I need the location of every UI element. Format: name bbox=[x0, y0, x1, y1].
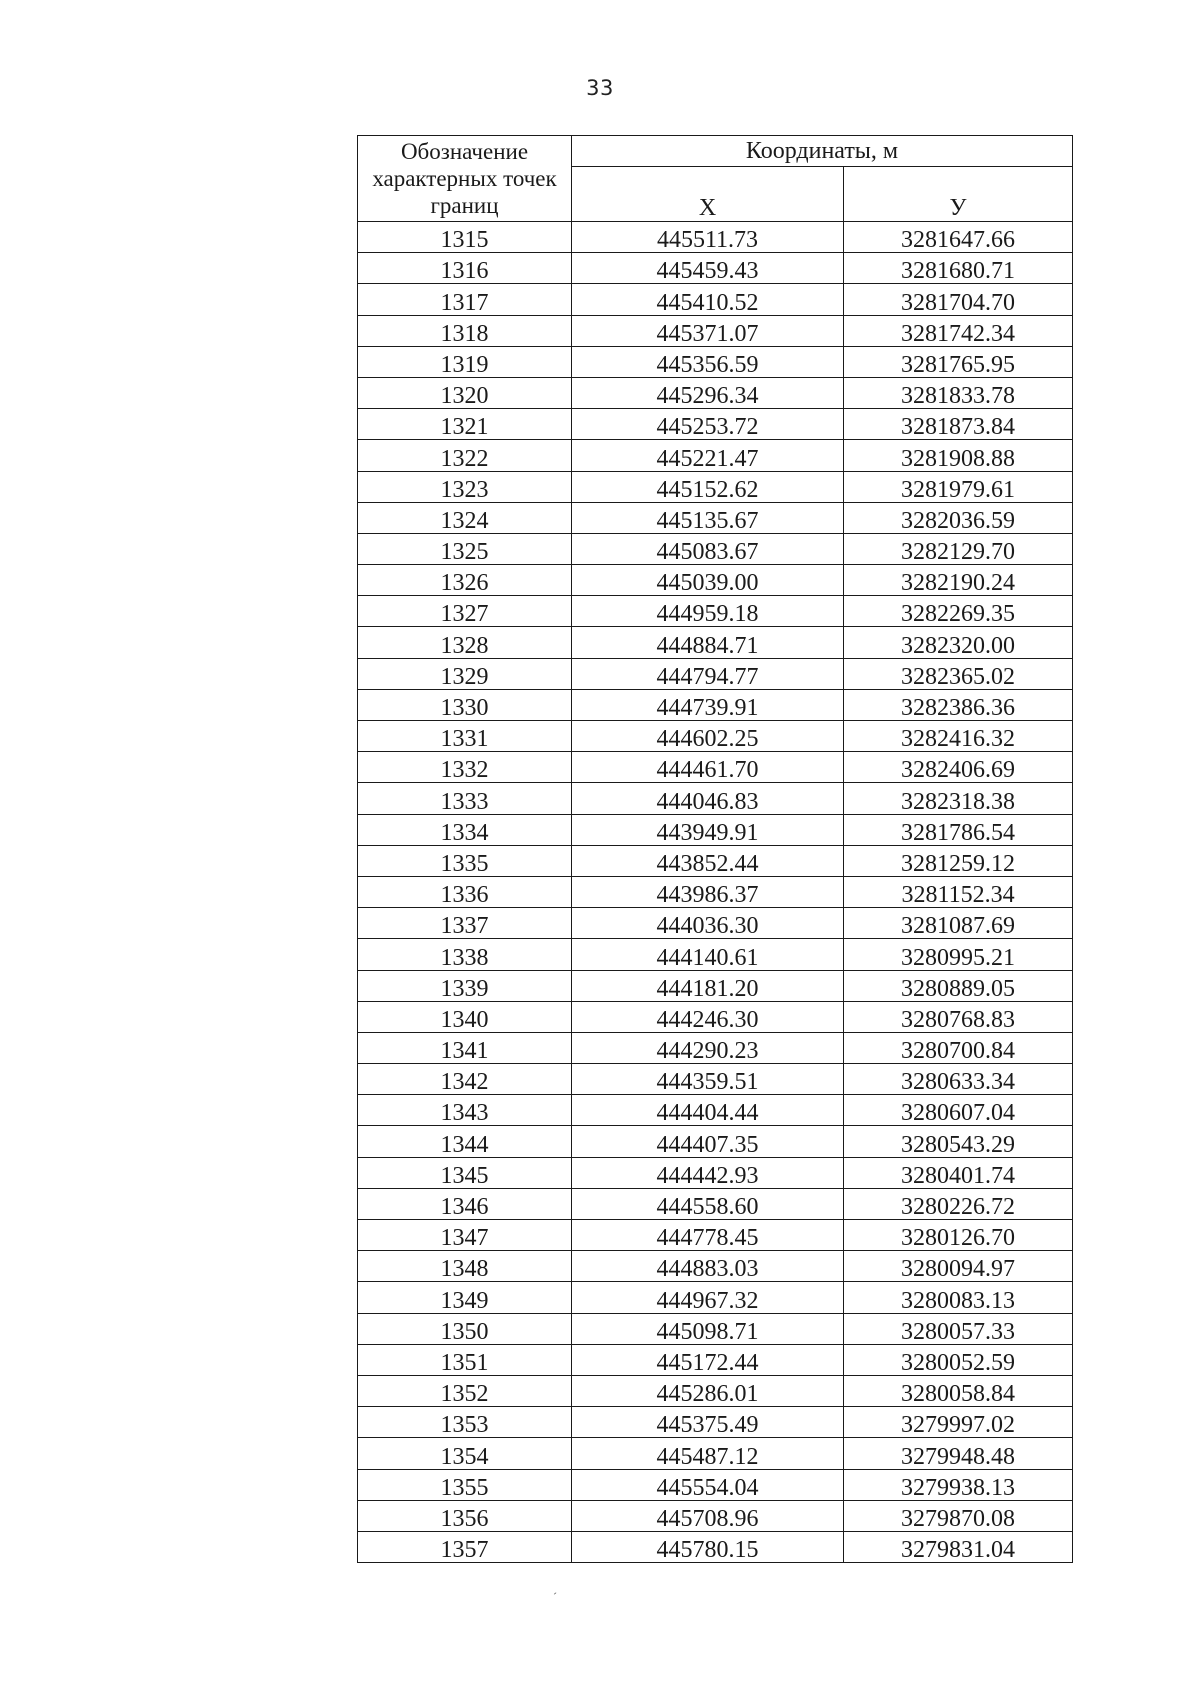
point-cell: 1332 bbox=[358, 752, 572, 783]
x-cell: 445459.43 bbox=[572, 253, 844, 284]
point-cell: 1324 bbox=[358, 502, 572, 533]
x-cell: 444036.30 bbox=[572, 908, 844, 939]
point-cell: 1348 bbox=[358, 1251, 572, 1282]
y-cell: 3279831.04 bbox=[844, 1531, 1073, 1562]
x-cell: 444407.35 bbox=[572, 1126, 844, 1157]
point-cell: 1341 bbox=[358, 1032, 572, 1063]
x-cell: 444739.91 bbox=[572, 689, 844, 720]
scan-speck: ˊ bbox=[553, 1590, 557, 1604]
y-cell: 3281833.78 bbox=[844, 377, 1073, 408]
point-cell: 1315 bbox=[358, 222, 572, 253]
x-cell: 444884.71 bbox=[572, 627, 844, 658]
y-cell: 3280058.84 bbox=[844, 1375, 1073, 1406]
coordinates-table bbox=[357, 135, 1073, 1563]
point-cell: 1326 bbox=[358, 565, 572, 596]
y-cell: 3281680.71 bbox=[844, 253, 1073, 284]
y-cell: 3279997.02 bbox=[844, 1407, 1073, 1438]
point-cell: 1346 bbox=[358, 1188, 572, 1219]
table-row bbox=[358, 814, 1073, 845]
y-cell: 3281873.84 bbox=[844, 409, 1073, 440]
x-cell: 445511.73 bbox=[572, 222, 844, 253]
table-row bbox=[358, 1095, 1073, 1126]
x-cell: 444778.45 bbox=[572, 1220, 844, 1251]
y-cell: 3282416.32 bbox=[844, 721, 1073, 752]
table-row bbox=[358, 1220, 1073, 1251]
y-cell: 3280094.97 bbox=[844, 1251, 1073, 1282]
point-cell: 1318 bbox=[358, 315, 572, 346]
table-header bbox=[358, 136, 1073, 222]
table-row bbox=[358, 1032, 1073, 1063]
point-cell: 1323 bbox=[358, 471, 572, 502]
x-cell: 443852.44 bbox=[572, 845, 844, 876]
y-cell: 3282318.38 bbox=[844, 783, 1073, 814]
x-cell: 445098.71 bbox=[572, 1313, 844, 1344]
point-cell: 1316 bbox=[358, 253, 572, 284]
y-cell: 3280700.84 bbox=[844, 1032, 1073, 1063]
point-cell: 1322 bbox=[358, 440, 572, 471]
x-cell: 444246.30 bbox=[572, 1001, 844, 1032]
table-row bbox=[358, 627, 1073, 658]
x-cell: 444602.25 bbox=[572, 721, 844, 752]
point-cell: 1345 bbox=[358, 1157, 572, 1188]
point-cell: 1321 bbox=[358, 409, 572, 440]
point-cell: 1343 bbox=[358, 1095, 572, 1126]
table-row bbox=[358, 471, 1073, 502]
table-row bbox=[358, 502, 1073, 533]
point-cell: 1334 bbox=[358, 814, 572, 845]
point-cell: 1353 bbox=[358, 1407, 572, 1438]
y-cell: 3280226.72 bbox=[844, 1188, 1073, 1219]
table-row bbox=[358, 222, 1073, 253]
x-cell: 445083.67 bbox=[572, 533, 844, 564]
y-cell: 3282190.24 bbox=[844, 565, 1073, 596]
y-cell: 3281908.88 bbox=[844, 440, 1073, 471]
x-cell: 445554.04 bbox=[572, 1469, 844, 1500]
x-cell: 444404.44 bbox=[572, 1095, 844, 1126]
point-cell: 1354 bbox=[358, 1438, 572, 1469]
y-cell: 3280768.83 bbox=[844, 1001, 1073, 1032]
header-point-designation: Обозначение характерных точек границ bbox=[358, 136, 572, 222]
table-row bbox=[358, 1344, 1073, 1375]
y-cell: 3280401.74 bbox=[844, 1157, 1073, 1188]
table-row bbox=[358, 908, 1073, 939]
x-cell: 443949.91 bbox=[572, 814, 844, 845]
table-row bbox=[358, 1375, 1073, 1406]
table-row bbox=[358, 346, 1073, 377]
point-cell: 1350 bbox=[358, 1313, 572, 1344]
y-cell: 3279948.48 bbox=[844, 1438, 1073, 1469]
table-row bbox=[358, 253, 1073, 284]
table-row bbox=[358, 440, 1073, 471]
point-cell: 1356 bbox=[358, 1500, 572, 1531]
y-cell: 3280543.29 bbox=[844, 1126, 1073, 1157]
x-cell: 445286.01 bbox=[572, 1375, 844, 1406]
point-cell: 1328 bbox=[358, 627, 572, 658]
y-cell: 3280889.05 bbox=[844, 970, 1073, 1001]
x-cell: 444140.61 bbox=[572, 939, 844, 970]
y-cell: 3281979.61 bbox=[844, 471, 1073, 502]
x-cell: 445487.12 bbox=[572, 1438, 844, 1469]
x-cell: 445296.34 bbox=[572, 377, 844, 408]
y-cell: 3280083.13 bbox=[844, 1282, 1073, 1313]
y-cell: 3279870.08 bbox=[844, 1500, 1073, 1531]
y-cell: 3281647.66 bbox=[844, 222, 1073, 253]
table-row bbox=[358, 1001, 1073, 1032]
table-row bbox=[358, 1469, 1073, 1500]
x-cell: 444794.77 bbox=[572, 658, 844, 689]
x-cell: 443986.37 bbox=[572, 876, 844, 907]
x-cell: 444558.60 bbox=[572, 1188, 844, 1219]
table-row bbox=[358, 377, 1073, 408]
y-cell: 3282320.00 bbox=[844, 627, 1073, 658]
table-row bbox=[358, 721, 1073, 752]
point-cell: 1320 bbox=[358, 377, 572, 408]
header-y: У bbox=[844, 167, 1073, 222]
y-cell: 3282129.70 bbox=[844, 533, 1073, 564]
y-cell: 3279938.13 bbox=[844, 1469, 1073, 1500]
x-cell: 445375.49 bbox=[572, 1407, 844, 1438]
table-row bbox=[358, 284, 1073, 315]
x-cell: 445152.62 bbox=[572, 471, 844, 502]
y-cell: 3281259.12 bbox=[844, 845, 1073, 876]
header-coordinates: Координаты, м bbox=[572, 136, 1073, 167]
point-cell: 1347 bbox=[358, 1220, 572, 1251]
table-row bbox=[358, 1313, 1073, 1344]
table-row bbox=[358, 939, 1073, 970]
y-cell: 3281786.54 bbox=[844, 814, 1073, 845]
point-cell: 1337 bbox=[358, 908, 572, 939]
table-row bbox=[358, 565, 1073, 596]
point-cell: 1319 bbox=[358, 346, 572, 377]
point-cell: 1340 bbox=[358, 1001, 572, 1032]
x-cell: 444442.93 bbox=[572, 1157, 844, 1188]
point-cell: 1331 bbox=[358, 721, 572, 752]
x-cell: 445253.72 bbox=[572, 409, 844, 440]
point-cell: 1329 bbox=[358, 658, 572, 689]
point-cell: 1352 bbox=[358, 1375, 572, 1406]
point-cell: 1357 bbox=[358, 1531, 572, 1562]
y-cell: 3281704.70 bbox=[844, 284, 1073, 315]
table-row bbox=[358, 1282, 1073, 1313]
table-row bbox=[358, 752, 1073, 783]
table-row bbox=[358, 1157, 1073, 1188]
y-cell: 3282406.69 bbox=[844, 752, 1073, 783]
x-cell: 444461.70 bbox=[572, 752, 844, 783]
y-cell: 3281152.34 bbox=[844, 876, 1073, 907]
x-cell: 445172.44 bbox=[572, 1344, 844, 1375]
table-row bbox=[358, 1126, 1073, 1157]
table-row bbox=[358, 689, 1073, 720]
table-row bbox=[358, 783, 1073, 814]
x-cell: 444959.18 bbox=[572, 596, 844, 627]
point-cell: 1342 bbox=[358, 1064, 572, 1095]
table-row bbox=[358, 315, 1073, 346]
point-cell: 1344 bbox=[358, 1126, 572, 1157]
x-cell: 445371.07 bbox=[572, 315, 844, 346]
y-cell: 3282386.36 bbox=[844, 689, 1073, 720]
point-cell: 1335 bbox=[358, 845, 572, 876]
x-cell: 444046.83 bbox=[572, 783, 844, 814]
table-row bbox=[358, 1064, 1073, 1095]
x-cell: 445780.15 bbox=[572, 1531, 844, 1562]
x-cell: 445410.52 bbox=[572, 284, 844, 315]
table-row bbox=[358, 409, 1073, 440]
point-cell: 1349 bbox=[358, 1282, 572, 1313]
table-body bbox=[358, 222, 1073, 1563]
y-cell: 3282365.02 bbox=[844, 658, 1073, 689]
table-row bbox=[358, 1251, 1073, 1282]
point-cell: 1339 bbox=[358, 970, 572, 1001]
table-row bbox=[358, 1438, 1073, 1469]
point-cell: 1355 bbox=[358, 1469, 572, 1500]
x-cell: 444181.20 bbox=[572, 970, 844, 1001]
x-cell: 445356.59 bbox=[572, 346, 844, 377]
y-cell: 3280995.21 bbox=[844, 939, 1073, 970]
y-cell: 3282036.59 bbox=[844, 502, 1073, 533]
point-cell: 1336 bbox=[358, 876, 572, 907]
table-row bbox=[358, 876, 1073, 907]
x-cell: 444290.23 bbox=[572, 1032, 844, 1063]
y-cell: 3280633.34 bbox=[844, 1064, 1073, 1095]
x-cell: 445135.67 bbox=[572, 502, 844, 533]
x-cell: 445039.00 bbox=[572, 565, 844, 596]
y-cell: 3282269.35 bbox=[844, 596, 1073, 627]
y-cell: 3280057.33 bbox=[844, 1313, 1073, 1344]
table-row bbox=[358, 533, 1073, 564]
y-cell: 3281765.95 bbox=[844, 346, 1073, 377]
table-row bbox=[358, 1407, 1073, 1438]
x-cell: 445221.47 bbox=[572, 440, 844, 471]
table-row bbox=[358, 658, 1073, 689]
y-cell: 3280126.70 bbox=[844, 1220, 1073, 1251]
y-cell: 3280052.59 bbox=[844, 1344, 1073, 1375]
y-cell: 3281087.69 bbox=[844, 908, 1073, 939]
table-row bbox=[358, 845, 1073, 876]
header-x: X bbox=[572, 167, 844, 222]
point-cell: 1325 bbox=[358, 533, 572, 564]
page-number: 33 bbox=[586, 76, 614, 100]
table-row bbox=[358, 1531, 1073, 1562]
table-row bbox=[358, 596, 1073, 627]
point-cell: 1351 bbox=[358, 1344, 572, 1375]
y-cell: 3281742.34 bbox=[844, 315, 1073, 346]
x-cell: 444967.32 bbox=[572, 1282, 844, 1313]
x-cell: 444359.51 bbox=[572, 1064, 844, 1095]
table-row bbox=[358, 1500, 1073, 1531]
table-row bbox=[358, 970, 1073, 1001]
point-cell: 1330 bbox=[358, 689, 572, 720]
x-cell: 445708.96 bbox=[572, 1500, 844, 1531]
point-cell: 1333 bbox=[358, 783, 572, 814]
y-cell: 3280607.04 bbox=[844, 1095, 1073, 1126]
x-cell: 444883.03 bbox=[572, 1251, 844, 1282]
point-cell: 1317 bbox=[358, 284, 572, 315]
table-row bbox=[358, 1188, 1073, 1219]
point-cell: 1327 bbox=[358, 596, 572, 627]
point-cell: 1338 bbox=[358, 939, 572, 970]
